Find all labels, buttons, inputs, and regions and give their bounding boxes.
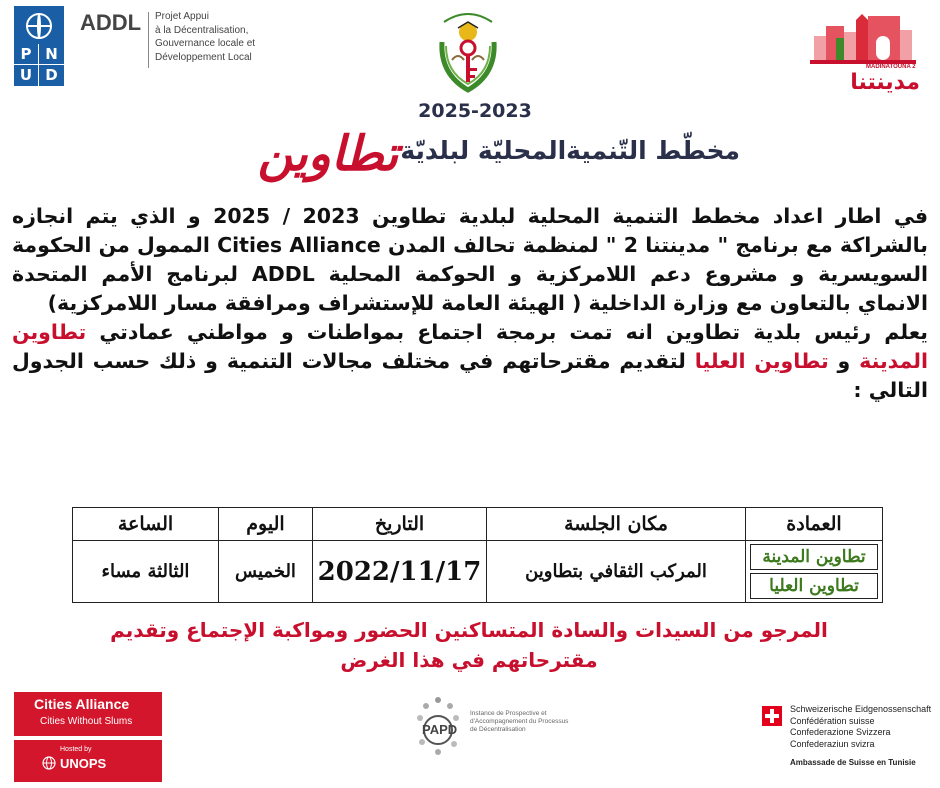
paragraph-2-end: لتقديم مقترحاتهم في مختلف مجالات التنمية و ذلك حسب الجدول التالي : [12,349,928,402]
unops-host-logo [14,740,162,782]
district-1: تطاوين المدينة [750,544,878,570]
municipality-seal-icon [436,2,500,94]
district-name-2: تطاوين العليا [694,349,829,373]
madinatouna-label: MADINATOUNA 2 [866,64,916,70]
madinatouna-logo [800,8,924,100]
header-venue: مكان الجلسة [487,508,746,541]
undp-letter: N [39,44,64,65]
page-title: مخطّط التّنميةالمحليّة لبلديّة [400,136,740,165]
papd-tagline: Instance de Prospective et d'Accompagnement du Processus de Décentralisation [470,710,569,733]
cities-alliance-logo [14,692,162,736]
addl-desc-line: Projet Appui [155,11,209,22]
date-cell: 2022/11/17 [313,541,487,603]
cities-alliance-tagline: Cities Without Slums [40,716,133,727]
invitation-line-1: المرجو من السيدات والسادة المتساكنين الحضور ومواكبة الإجتماع وتقديم [110,618,828,642]
swiss-confederation-logo [762,704,932,776]
time-cell: الثالثة مساء [73,541,219,603]
cities-alliance-name: Cities Alliance [34,696,130,712]
announcement-body [12,202,928,405]
swiss-name-line: Confederaziun svizra [790,738,875,749]
header-day: اليوم [219,508,313,541]
day-cell: الخميس [219,541,313,603]
plan-period: 2025-2023 [418,100,532,122]
swiss-name-line: Confederazione Svizzera [790,727,891,737]
undp-letter: U [14,65,39,86]
addl-desc-line: Gouvernance locale et [155,38,256,49]
papd-logo [414,694,574,760]
swiss-flag-icon [762,706,782,726]
invitation-line-2: مقترحاتهم في هذا الغرض [340,648,598,672]
swiss-name-line: Confédération suisse [790,715,875,726]
madinatouna-arabic: مدينتنا [850,70,920,95]
un-globe-icon [26,13,52,39]
un-emblem-icon [42,756,56,770]
header-district: العمادة [746,508,883,541]
undp-letter: P [14,44,39,65]
announcement-paragraph-1: في اطار اعداد مخطط التنمية المحلية لبلدية تطاوين 2023 / 2025 و الذي يتم انجازه بالشراكة مع برنامج " مدينتنا 2 " لمنظمة تحالف المدن Cities Alliance الممول من الحكومة السويسرية و مشروع دعم اللامركزية و الحوكمة المحلية ADDL لبرنامج الأمم المتحدة الانماي بالتعاون مع وزارة الداخلية ( الهيئة العامة للإستشراف ومرافقة مسار اللامركزية) [12,204,929,315]
city-name-title: تطاوين [257,126,399,182]
district-cell [746,541,883,603]
district-2: تطاوين العليا [750,573,878,599]
papd-mark: PAPD [422,722,458,737]
undp-letter: D [45,66,58,84]
swiss-names [790,704,931,750]
conjunction: و [837,349,851,373]
table-header-row [73,508,883,541]
undp-logo [14,6,64,86]
district-name-1: تطاوين المدينة [12,320,928,373]
addl-desc-line: Développement Local [155,51,252,63]
addl-divider [148,12,149,68]
announcement-paragraph-2 [12,318,928,405]
header-date: التاريخ [313,508,487,541]
meeting-schedule-table [72,507,883,603]
swiss-name-line: Schweizerische Eidgenossenschaft [790,704,932,714]
addl-name: ADDL [80,10,142,35]
unops-name: UNOPS [60,756,107,771]
invitation-text [24,615,914,675]
swiss-embassy: Ambassade de Suisse en Tunisie [790,758,916,767]
hosted-by-label: Hosted by [60,746,92,753]
table-row [73,541,883,603]
addl-desc-line: à la Décentralisation, [155,24,249,36]
paragraph-2-start: يعلم رئيس بلدية تطاوين انه تمت برمجة اجتماع بمواطنات و مواطني عمادتي [99,320,929,344]
header-time: الساعة [73,508,219,541]
venue-cell: المركب الثقافي بتطاوين [487,541,746,603]
addl-description [155,10,295,64]
